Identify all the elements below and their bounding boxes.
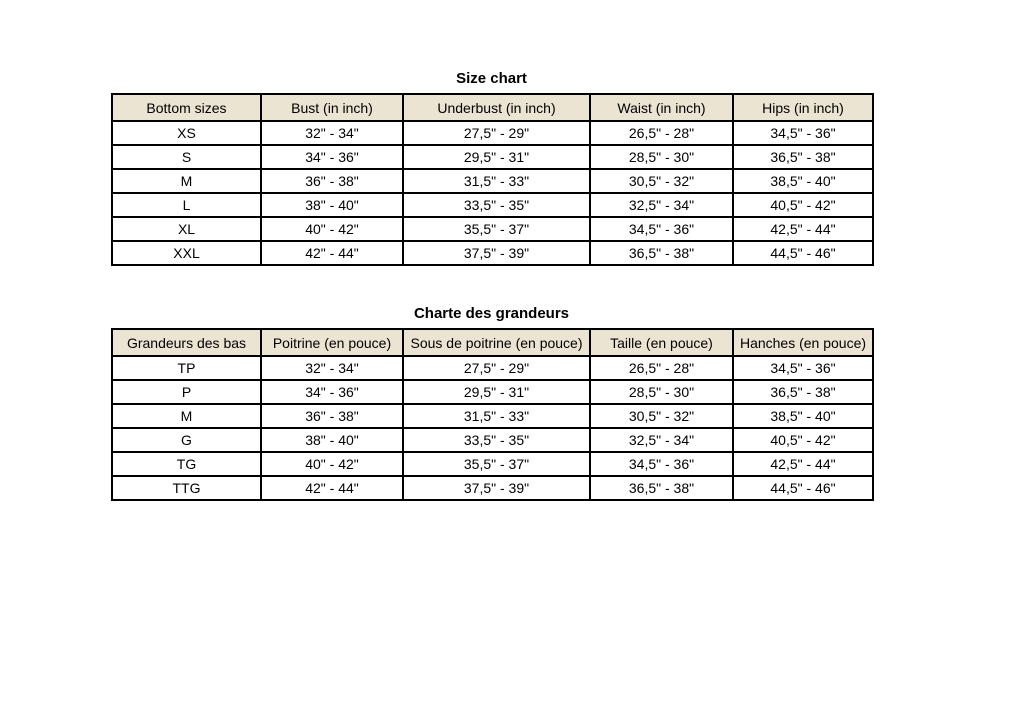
measurement-cell: 36,5" - 38"	[590, 241, 733, 265]
measurement-cell: 44,5" - 46"	[733, 241, 873, 265]
measurement-cell: 42" - 44"	[261, 476, 403, 500]
size-chart-title: Size chart	[456, 70, 527, 87]
table-row	[112, 193, 873, 217]
measurement-cell: 32,5" - 34"	[590, 193, 733, 217]
column-header-cell: Bottom sizes	[112, 94, 261, 121]
column-header-cell: Underbust (in inch)	[403, 94, 590, 121]
measurement-cell: 34,5" - 36"	[733, 121, 873, 145]
size-label-cell: P	[112, 380, 261, 404]
table-row	[112, 121, 873, 145]
table-row	[112, 476, 873, 500]
column-header-cell: Waist (in inch)	[590, 94, 733, 121]
measurement-cell: 33,5" - 35"	[403, 428, 590, 452]
measurement-cell: 36,5" - 38"	[733, 145, 873, 169]
measurement-cell: 44,5" - 46"	[733, 476, 873, 500]
size-label-cell: G	[112, 428, 261, 452]
table-row	[112, 241, 873, 265]
column-header-cell: Hanches (en pouce)	[733, 329, 873, 356]
table-row	[112, 145, 873, 169]
table-row	[112, 356, 873, 380]
measurement-cell: 42,5" - 44"	[733, 217, 873, 241]
measurement-cell: 27,5" - 29"	[403, 356, 590, 380]
measurement-cell: 42" - 44"	[261, 241, 403, 265]
size-label-cell: TTG	[112, 476, 261, 500]
table-row	[112, 169, 873, 193]
measurement-cell: 31,5" - 33"	[403, 169, 590, 193]
size-chart-table	[111, 93, 874, 266]
table-row	[112, 452, 873, 476]
measurement-cell: 34" - 36"	[261, 380, 403, 404]
measurement-cell: 40" - 42"	[261, 217, 403, 241]
measurement-cell: 36" - 38"	[261, 404, 403, 428]
size-chart-section	[111, 71, 872, 266]
column-header-cell: Poitrine (en pouce)	[261, 329, 403, 356]
size-label-cell: L	[112, 193, 261, 217]
measurement-cell: 42,5" - 44"	[733, 452, 873, 476]
measurement-cell: 28,5" - 30"	[590, 380, 733, 404]
measurement-cell: 38,5" - 40"	[733, 169, 873, 193]
measurement-cell: 40,5" - 42"	[733, 193, 873, 217]
measurement-cell: 40" - 42"	[261, 452, 403, 476]
table-row	[112, 217, 873, 241]
measurement-cell: 33,5" - 35"	[403, 193, 590, 217]
measurement-cell: 34" - 36"	[261, 145, 403, 169]
column-header-cell: Bust (in inch)	[261, 94, 403, 121]
header-row	[112, 329, 873, 356]
measurement-cell: 32" - 34"	[261, 121, 403, 145]
measurement-cell: 26,5" - 28"	[590, 121, 733, 145]
header-row	[112, 94, 873, 121]
measurement-cell: 30,5" - 32"	[590, 169, 733, 193]
measurement-cell: 28,5" - 30"	[590, 145, 733, 169]
measurement-cell: 32" - 34"	[261, 356, 403, 380]
table-row	[112, 380, 873, 404]
measurement-cell: 34,5" - 36"	[733, 356, 873, 380]
measurement-cell: 38" - 40"	[261, 428, 403, 452]
measurement-cell: 26,5" - 28"	[590, 356, 733, 380]
measurement-cell: 31,5" - 33"	[403, 404, 590, 428]
size-label-cell: XL	[112, 217, 261, 241]
measurement-cell: 34,5" - 36"	[590, 452, 733, 476]
measurement-cell: 30,5" - 32"	[590, 404, 733, 428]
column-header-cell: Taille (en pouce)	[590, 329, 733, 356]
measurement-cell: 32,5" - 34"	[590, 428, 733, 452]
table-row	[112, 404, 873, 428]
column-header-cell: Hips (in inch)	[733, 94, 873, 121]
measurement-cell: 27,5" - 29"	[403, 121, 590, 145]
size-label-cell: XXL	[112, 241, 261, 265]
measurement-cell: 40,5" - 42"	[733, 428, 873, 452]
measurement-cell: 37,5" - 39"	[403, 241, 590, 265]
column-header-cell: Sous de poitrine (en pouce)	[403, 329, 590, 356]
measurement-cell: 29,5" - 31"	[403, 145, 590, 169]
measurement-cell: 29,5" - 31"	[403, 380, 590, 404]
measurement-cell: 34,5" - 36"	[590, 217, 733, 241]
size-label-cell: TG	[112, 452, 261, 476]
measurement-cell: 35,5" - 37"	[403, 452, 590, 476]
size-label-cell: XS	[112, 121, 261, 145]
measurement-cell: 38" - 40"	[261, 193, 403, 217]
measurement-cell: 38,5" - 40"	[733, 404, 873, 428]
measurement-cell: 35,5" - 37"	[403, 217, 590, 241]
measurement-cell: 37,5" - 39"	[403, 476, 590, 500]
charte-des-grandeurs-title: Charte des grandeurs	[413, 305, 570, 322]
measurement-cell: 36" - 38"	[261, 169, 403, 193]
charte-des-grandeurs-table	[111, 328, 874, 501]
charte-des-grandeurs-section	[111, 306, 872, 501]
column-header-cell: Grandeurs des bas	[112, 329, 261, 356]
measurement-cell: 36,5" - 38"	[733, 380, 873, 404]
table-row	[112, 428, 873, 452]
size-label-cell: TP	[112, 356, 261, 380]
size-label-cell: S	[112, 145, 261, 169]
size-label-cell: M	[112, 169, 261, 193]
size-label-cell: M	[112, 404, 261, 428]
measurement-cell: 36,5" - 38"	[590, 476, 733, 500]
